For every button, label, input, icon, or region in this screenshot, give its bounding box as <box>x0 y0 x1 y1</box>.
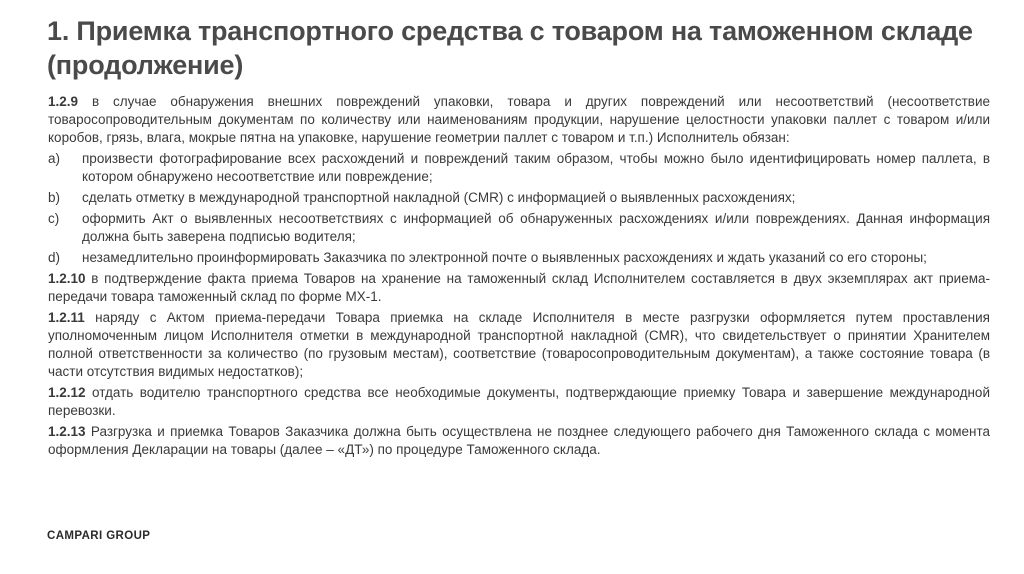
campari-group-logo: CAMPARI GROUP <box>47 530 151 542</box>
clause-number: 1.2.9 <box>48 94 79 109</box>
list-item-a <box>48 150 990 186</box>
clause-text: отдать водителю транспортного средства все необходимые документы, подтверждающие приемку Товара и завершение международной перевозки. <box>48 385 990 418</box>
clause-text: в подтверждение факта приема Товаров на хранение на таможенный склад Исполнителем составляется в двух экземплярах акт приема-передачи товара таможенный склад по форме МХ-1. <box>48 271 990 304</box>
clause-number: 1.2.10 <box>48 271 86 286</box>
list-marker: c) <box>48 211 60 226</box>
paragraph-1-2-9 <box>48 93 990 147</box>
list-item-c <box>48 210 990 246</box>
paragraph-1-2-11 <box>48 309 990 381</box>
list-item-d <box>48 249 990 267</box>
clause-text: наряду с Актом приема-передачи Товара приемка на складе Исполнителя в месте разгрузки оформляется путем проставления уполномоченным лицом Исполнителя отметки в международной транспортной накладной (CMR), что свидетельствует о принятии Хранителем полной ответственности за количество (по грузовым местам), соответствие (товаросопроводительным документам), а также состояние товара (в части отсутствия видимых недостатков); <box>48 310 990 379</box>
list-marker: d) <box>48 250 61 265</box>
list-text: произвести фотографирование всех расхождений и повреждений таким образом, чтобы можно было идентифицировать номер паллета, в котором обнаружено несоответствие или повреждение; <box>82 151 990 184</box>
clause-number: 1.2.11 <box>48 310 85 325</box>
clause-number: 1.2.13 <box>48 424 86 439</box>
list-text: сделать отметку в международной транспортной накладной (CMR) с информацией о выявленных расхождениях; <box>82 190 796 205</box>
clause-text: в случае обнаружения внешних повреждений упаковки, товара и других повреждений или несоответствий (несоответствие товаросопроводительным документам по количеству или наименованиям продукции, нарушение целостности упаковки паллет с товаром и/или коробов, грязь, влага, мокрые пятна на упаковке, нарушение геометрии паллет с товаром и т.п.) Исполнитель обязан: <box>48 94 990 145</box>
paragraph-1-2-12 <box>48 384 990 420</box>
slide-title: 1. Приемка транспортного средства с товаром на таможенном складе (продолжение) <box>47 16 973 80</box>
clause-number: 1.2.12 <box>48 385 86 400</box>
list-item-b <box>48 189 990 207</box>
list-text: оформить Акт о выявленных несоответствиях с информацией об обнаруженных расхождениях и/или повреждениях. Данная информация должна быть заверена подписью водителя; <box>82 211 990 244</box>
list-text: незамедлительно проинформировать Заказчика по электронной почте о выявленных расхождениях и ждать указаний со его стороны; <box>82 250 927 265</box>
paragraph-1-2-13 <box>48 423 990 459</box>
clause-text: Разгрузка и приемка Товаров Заказчика должна быть осуществлена не позднее следующего рабочего дня Таможенного склада с момента оформления Декларации на товары (далее – «ДТ») по процедуре Таможенного склада. <box>48 424 990 457</box>
list-marker: b) <box>48 190 61 205</box>
list-marker: a) <box>48 151 61 166</box>
paragraph-1-2-10 <box>48 270 990 306</box>
slide-body <box>48 93 990 462</box>
